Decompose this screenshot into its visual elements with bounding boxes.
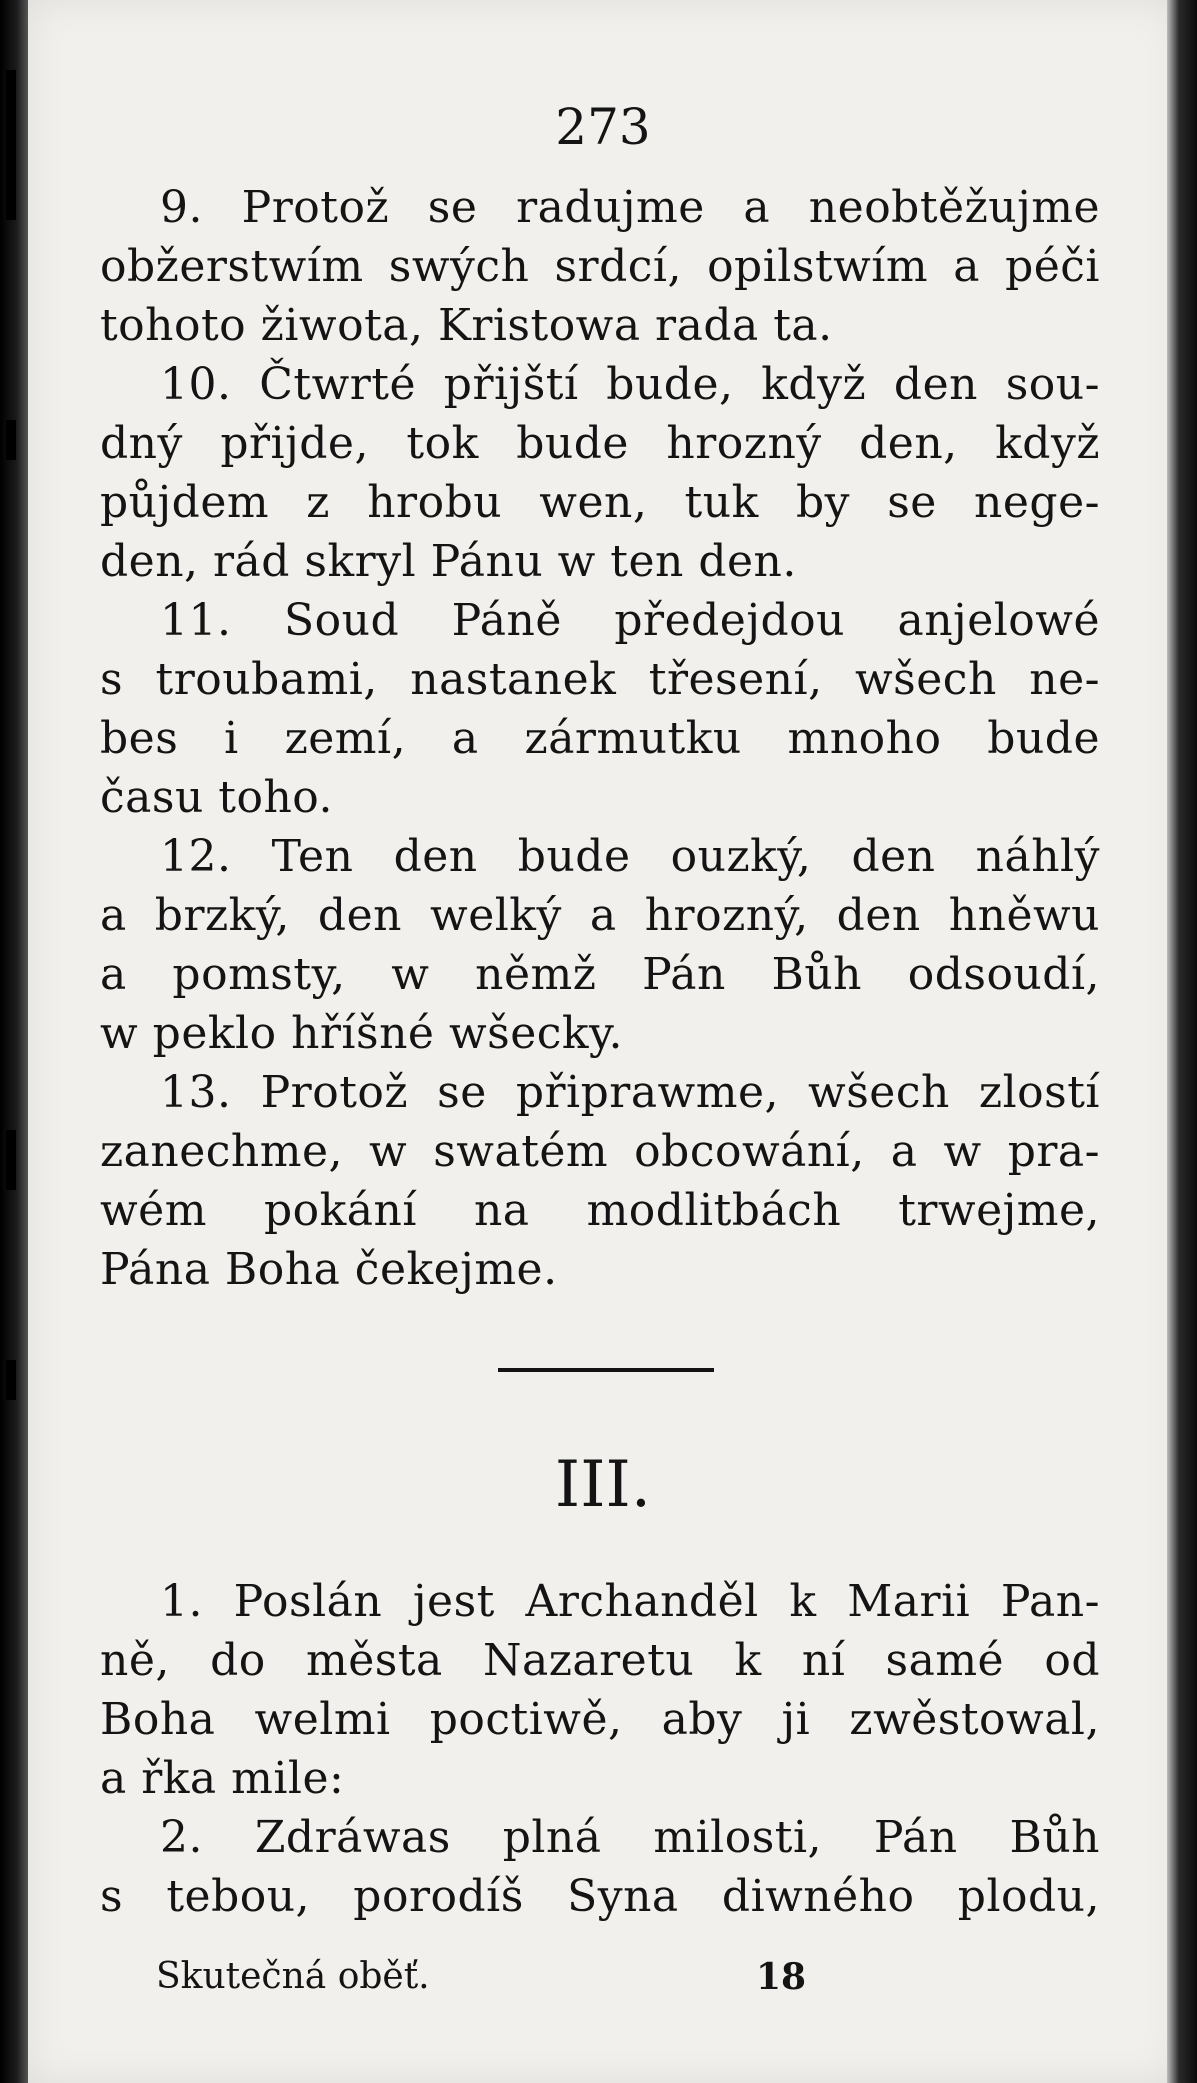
verse-line: času toho. (100, 772, 333, 823)
binding-mark (6, 1130, 16, 1190)
binding-edge-left (0, 0, 28, 2083)
verse-line: a pomsty, w němž Pán Bůh odsoudí, (100, 949, 1100, 1000)
verse-line: tohoto žiwota, Kristowa rada ta. (100, 300, 833, 351)
verse-line: a brzký, den welký a hrozný, den hněwu (100, 890, 1100, 941)
binding-mark (6, 70, 16, 220)
verse-line: ně, do města Nazaretu k ní samé od (100, 1635, 1100, 1686)
binding-mark (6, 420, 16, 460)
binding-mark (6, 1360, 16, 1400)
verse-line: 13. Protož se připrawme, wšech zlostí (160, 1067, 1100, 1118)
section-divider-rule (498, 1368, 714, 1372)
verse-line: půjdem z hrobu wen, tuk by se nege- (100, 477, 1100, 528)
verse-line: wém pokání na modlitbách trwejme, (100, 1185, 1100, 1236)
verse-line: 11. Soud Páně předejdou anjelowé (160, 595, 1100, 646)
verse-line: 2. Zdráwas plná milosti, Pán Bůh (160, 1812, 1100, 1863)
hymn-verses-part-2 (100, 1572, 1100, 1926)
binding-edge-right (1167, 0, 1197, 2083)
verse-line: Boha welmi poctiwě, aby ji zwěstowal, (100, 1694, 1100, 1745)
verse-line: w peklo hříšné wšecky. (100, 1008, 624, 1059)
verse-line: den, rád skryl Pánu w ten den. (100, 536, 797, 587)
verse-line: 10. Čtwrté přijští bude, když den sou- (160, 359, 1100, 410)
hymn-verses-part-1 (100, 178, 1100, 1299)
signature-number: 18 (756, 1956, 807, 1998)
verse-line: Pána Boha čekejme. (100, 1244, 558, 1295)
verse-line: bes i zemí, a zármutku mnoho bude (100, 713, 1100, 764)
verse-line: s tebou, porodíš Syna diwného plodu, (100, 1871, 1100, 1922)
book-page (28, 0, 1178, 2083)
verse-line: 12. Ten den bude ouzký, den náhlý (160, 831, 1100, 882)
section-heading: III. (554, 1448, 652, 1522)
verse-line: s troubami, nastanek třesení, wšech ne- (100, 654, 1100, 705)
verse-line: dný přijde, tok bude hrozný den, když (100, 418, 1100, 469)
verse-line: 9. Protož se radujme a neobtěžujme (160, 182, 1100, 233)
signature-label: Skutečná oběť. (156, 1956, 430, 1997)
verse-line: 1. Poslán jest Archanděl k Marii Pan- (160, 1576, 1100, 1627)
page-number: 273 (555, 98, 651, 156)
signature-footer (156, 1952, 856, 2002)
verse-line: zanechme, w swatém obcowání, a w pra- (100, 1126, 1100, 1177)
verse-line: obžerstwím swých srdcí, opilstwím a péči (100, 241, 1100, 292)
verse-line: a řka mile: (100, 1753, 345, 1804)
